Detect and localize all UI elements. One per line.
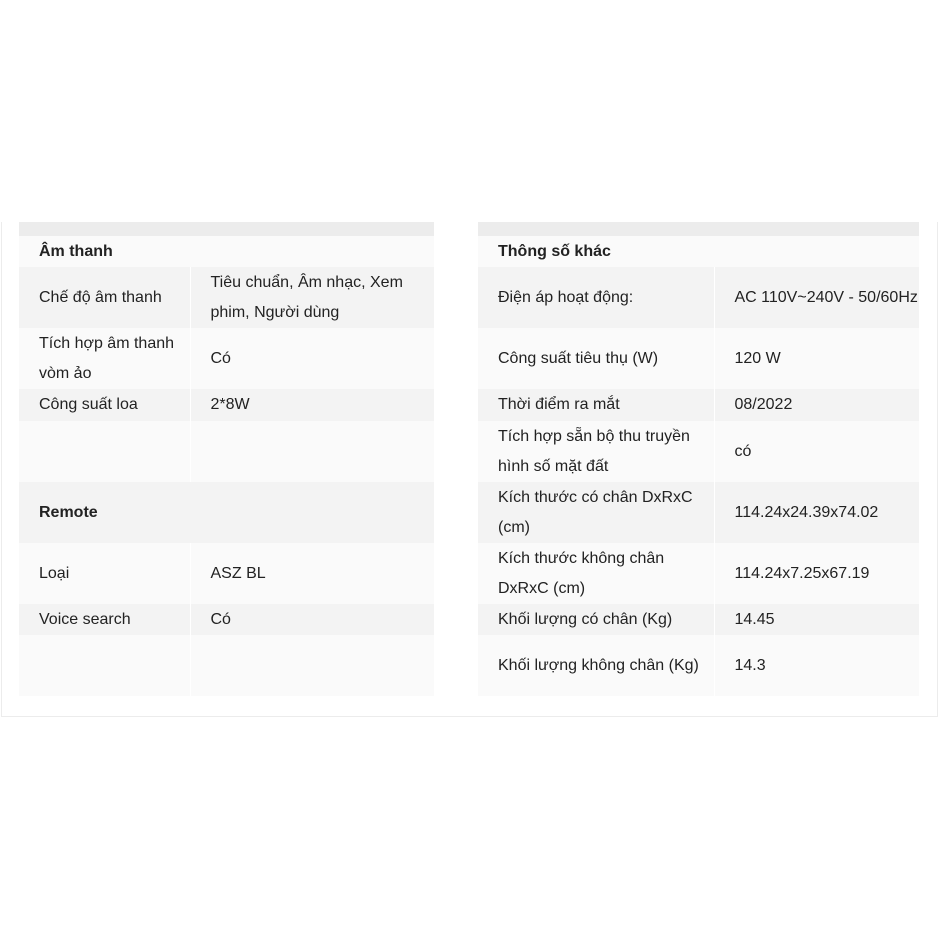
spec-value: 08/2022 [714,389,919,421]
table-row-empty [19,635,434,696]
section-title-other: Thông số khác [478,236,919,267]
spec-label: Kích thước không chân DxRxC (cm) [478,543,714,604]
spec-label: Kích thước có chân DxRxC (cm) [478,482,714,543]
table-row [478,267,919,328]
table-row-empty [19,421,434,482]
section-title-remote: Remote [19,482,434,543]
spec-label: Chế độ âm thanh [19,267,190,328]
right-spec-table [478,222,919,696]
table-row [478,604,919,635]
table-row [478,328,919,389]
table-row [19,328,434,389]
section-title-sound: Âm thanh [19,236,434,267]
table-row [478,635,919,696]
table-row [478,389,919,421]
spec-value: 14.3 [714,635,919,696]
spec-label: Khối lượng không chân (Kg) [478,635,714,696]
spec-value: 120 W [714,328,919,389]
section-header-row [478,236,919,267]
table-row [19,543,434,604]
table-row [19,267,434,328]
spec-label: Công suất loa [19,389,190,421]
table-row [19,604,434,635]
spec-value: 114.24x24.39x74.02 [714,482,919,543]
section-header-row [19,236,434,267]
table-row [478,543,919,604]
table-row [478,482,919,543]
table-top-bar [19,222,434,236]
spec-label: Tích hợp sẵn bộ thu truyền hình số mặt đất [478,421,714,482]
spec-label: Thời điểm ra mắt [478,389,714,421]
section-header-row [19,482,434,543]
spec-label: Tích hợp âm thanh vòm ảo [19,328,190,389]
spec-value: 2*8W [190,389,434,421]
spec-value: ASZ BL [190,543,434,604]
table-top-bar [478,222,919,236]
left-spec-table [19,222,434,696]
table-row [19,389,434,421]
spec-label: Điện áp hoạt động: [478,267,714,328]
spec-value: AC 110V~240V - 50/60Hz [714,267,919,328]
spec-value: 14.45 [714,604,919,635]
spec-value: Có [190,328,434,389]
spec-label: Voice search [19,604,190,635]
spec-value: Có [190,604,434,635]
spec-value: có [714,421,919,482]
spec-label: Khối lượng có chân (Kg) [478,604,714,635]
spec-label: Công suất tiêu thụ (W) [478,328,714,389]
spec-label: Loại [19,543,190,604]
spec-value: Tiêu chuẩn, Âm nhạc, Xem phim, Người dùng [190,267,434,328]
table-row [478,421,919,482]
spec-value: 114.24x7.25x67.19 [714,543,919,604]
